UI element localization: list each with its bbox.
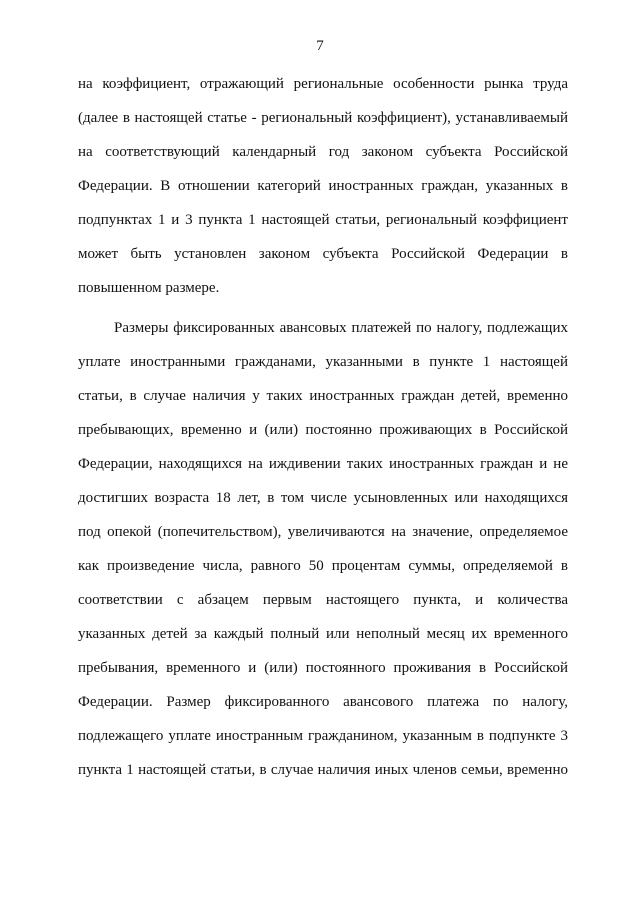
text-line: подлежащего уплате иностранным гражданином, указанным в подпункте 3	[78, 728, 568, 744]
text-line: статьи, в случае наличия у таких иностранных граждан детей, временно	[78, 388, 568, 404]
paragraph-1	[78, 73, 568, 311]
paragraph-2	[78, 317, 568, 793]
text-line: пребывающих, временно и (или) постоянно проживающих в Российской	[78, 422, 568, 438]
text-line: достигших возраста 18 лет, в том числе усыновленных или находящихся	[78, 490, 568, 506]
text-line: (далее в настоящей статье - региональный коэффициент), устанавливаемый	[78, 110, 568, 126]
text-line: пункта 1 настоящей статьи, в случае наличия иных членов семьи, временно	[78, 762, 568, 778]
text-line: пребывания, временного и (или) постоянного проживания в Российской	[78, 660, 568, 676]
text-line: на соответствующий календарный год законом субъекта Российской	[78, 144, 568, 160]
text-line: уплате иностранными гражданами, указанными в пункте 1 настоящей	[78, 354, 568, 370]
text-line: подпунктах 1 и 3 пункта 1 настоящей статьи, региональный коэффициент	[78, 212, 568, 228]
text-line: на коэффициент, отражающий региональные особенности рынка труда	[78, 76, 568, 92]
text-line: Федерации, находящихся на иждивении таких иностранных граждан и не	[78, 456, 568, 472]
page-number: 7	[316, 38, 324, 54]
text-line: Федерации. Размер фиксированного авансового платежа по налогу,	[78, 694, 568, 710]
text-line: Размеры фиксированных авансовых платежей по налогу, подлежащих	[114, 320, 568, 336]
text-line: может быть установлен законом субъекта Российской Федерации в	[78, 246, 568, 262]
text-line: под опекой (попечительством), увеличиваются на значение, определяемое	[78, 524, 568, 540]
text-line: указанных детей за каждый полный или неполный месяц их временного	[78, 626, 568, 642]
text-line: как произведение числа, равного 50 процентам суммы, определяемой в	[78, 558, 568, 574]
text-line: соответствии с абзацем первым настоящего пункта, и количества	[78, 592, 568, 608]
text-line: повышенном размере.	[78, 280, 220, 296]
text-line: Федерации. В отношении категорий иностранных граждан, указанных в	[78, 178, 568, 194]
